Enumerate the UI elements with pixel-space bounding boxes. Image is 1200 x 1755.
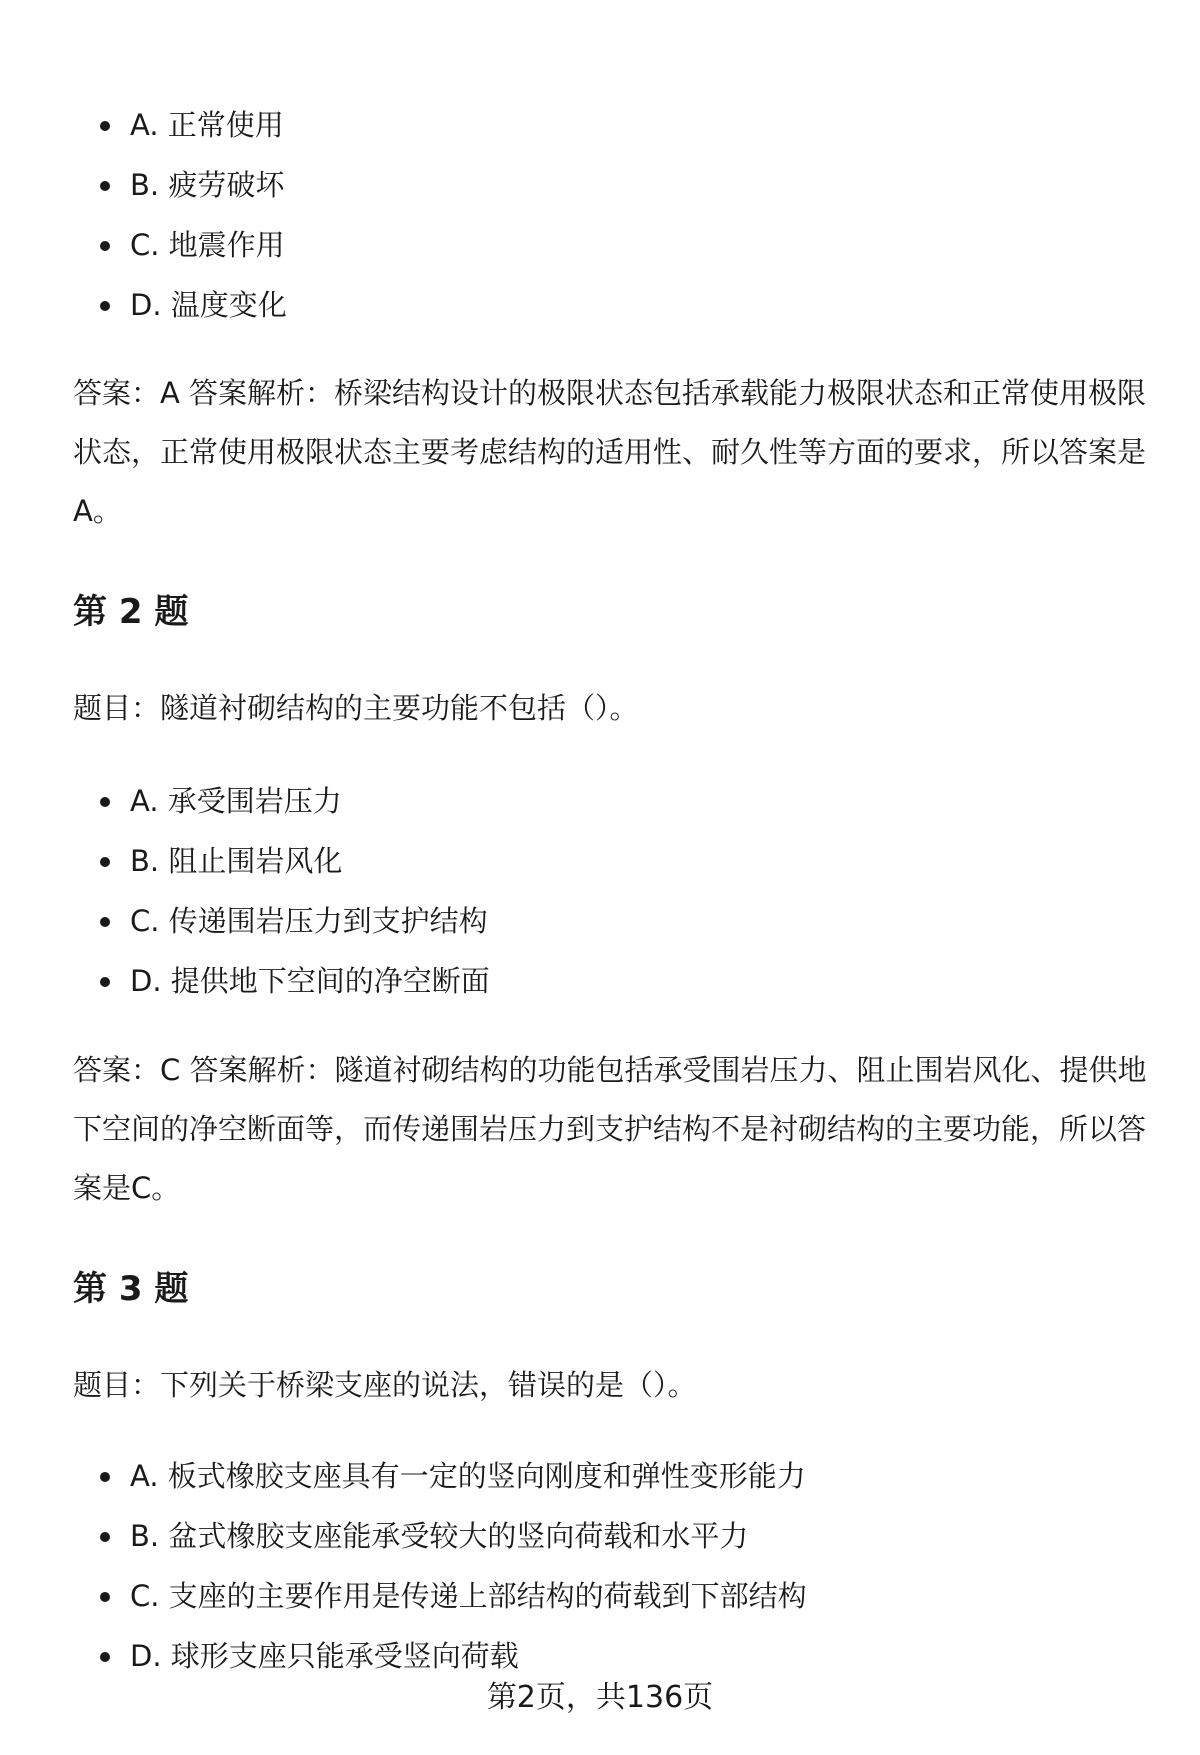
q2-option-d: D. 提供地下空间的净空断面 [96,951,490,1011]
q2-heading: 第 2 题 [73,592,189,632]
q2-option-b: B. 阻止围岩风化 [96,831,490,891]
page-footer: 第2页，共136页 [486,1680,714,1715]
q2-answer: 答案：C 答案解析：隧道衬砌结构的功能包括承受围岩压力、阻止围岩风化、提供地下空间的净空断面等，而传递围岩压力到支护结构不是衬砌结构的主要功能，所以答案是C。 [73,1053,1147,1205]
q3-option-c: C. 支座的主要作用是传递上部结构的荷载到下部结构 [96,1566,807,1626]
q2-option-c: C. 传递围岩压力到支护结构 [96,891,490,951]
q3-option-b: B. 盆式橡胶支座能承受较大的竖向荷载和水平力 [96,1506,807,1566]
q3-option-a: A. 板式橡胶支座具有一定的竖向刚度和弹性变形能力 [96,1446,807,1506]
q1-option-d: D. 温度变化 [96,275,287,335]
q1-option-b: B. 疲劳破坏 [96,155,287,215]
q3-heading: 第 3 题 [73,1269,189,1309]
q2-options [96,771,490,1011]
q2-stem: 题目：隧道衬砌结构的主要功能不包括（）。 [73,691,639,725]
q2-option-a: A. 承受围岩压力 [96,771,490,831]
q1-options [96,95,287,335]
q1-answer: 答案：A 答案解析：桥梁结构设计的极限状态包括承载能力极限状态和正常使用极限状态，正常使用极限状态主要考虑结构的适用性、耐久性等方面的要求，所以答案是A。 [73,376,1147,528]
q3-options [96,1446,807,1686]
q1-option-a: A. 正常使用 [96,95,287,155]
q3-stem: 题目：下列关于桥梁支座的说法，错误的是（）。 [73,1368,697,1402]
q3-option-d: D. 球形支座只能承受竖向荷载 [96,1626,807,1686]
q1-option-c: C. 地震作用 [96,215,287,275]
